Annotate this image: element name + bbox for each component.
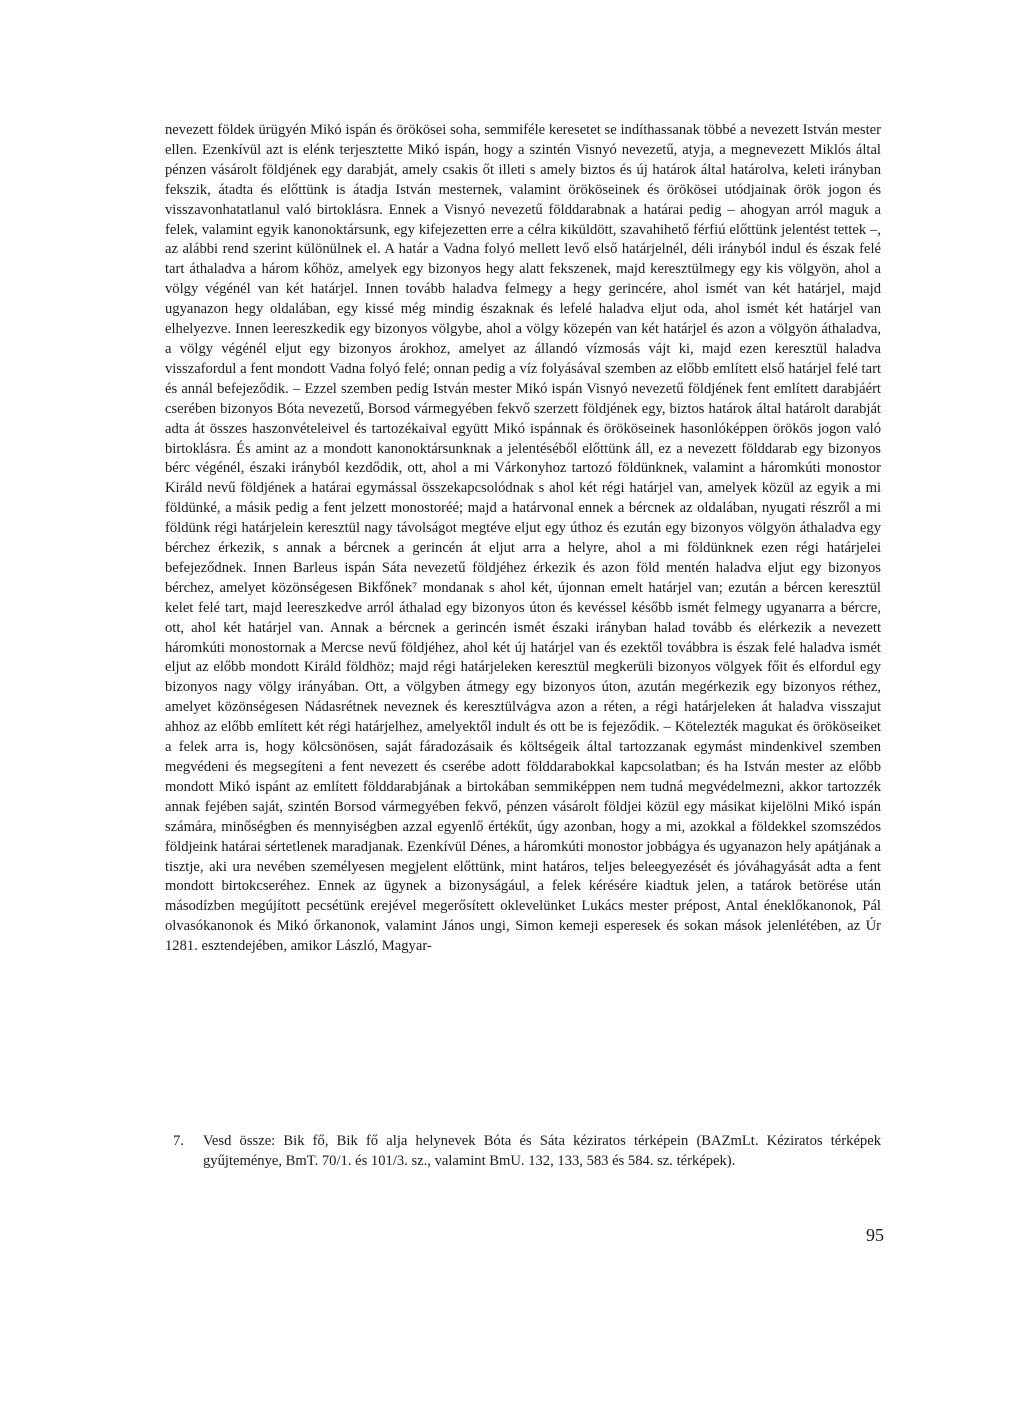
page-number: 95 xyxy=(866,1225,884,1245)
body-paragraph: nevezett földek ürügyén Mikó ispán és örökösei soha, semmiféle keresetet se indíthassanak többé a nevezett István mester ellen. Ezenkívül azt is elénk terjesztette Mikó ispán, hogy a szintén Visnyó nevezetű, atyja, a megnevezett Miklós által pénzen vásárolt földjének egy darabját, amely csakis őt illeti s amely biztos és új határok által határolva, keleti irányban fekszik, átadta és előttünk is átadja István mesternek, valamint örököseinek és örökösei utódjainak örök jogon és visszavonhatatlanul való birtoklásra. Ennek a Visnyó nevezetű földdarabnak a határai pedig – ahogyan arról maguk a felek, valamint egyik kanonoktársunk, egy kifejezetten erre a célra kiküldött, szavahihető férfiú előttünk jelentést tettek –, az alábbi rend szerint különülnek el. A határ a Vadna folyó mellett levő első határjelnél, déli irányból indul és észak felé tart áthaladva a három kőhöz, amelyek egy bizonyos hegy alatt fekszenek, majd keresztülmegy egy kis völgyön, ahol a völgy végénél van két határjel. Innen tovább haladva felmegy a hegy gerincére, ahol ismét van két határjel, majd ugyanazon hegy oldalában, egy kissé még mindig északnak és lefelé haladva eljut oda, ahol ismét két határjel van elhelyezve. Innen leereszkedik egy bizonyos völgybe, ahol a völgy közepén van két határjel és azon a völgyön áthaladva, a völgy végénél eljut egy bizonyos árokhoz, amelyet az állandó vízmosás vájt ki, majd ezen keresztül haladva visszafordul a fent mondott Vadna folyó felé; onnan pedig a víz folyásával szemben az előbb említett első határjel felé tart és annál befejeződik. – Ezzel szemben pedig István mester Mikó ispán Visnyó nevezetű földjének fent említett darabjáért cserében bizonyos Bóta nevezetű, Borsod vármegyében fekvő szerzett földjének egy, biztos határok által határolt darabját adta át összes haszonvételeivel és tartozékaival együtt Mikó ispánnak és örököseinek hasonlóképpen örökös jogon való birtoklásra. És amint az a mondott kanonoktársunknak a jelentéséből előttünk áll, ez a nevezett földdarab egy bizonyos bérc végénél, északi irányból kezdődik, ott, ahol a mi Várkonyhoz tartozó földünknek, valamint a háromkúti monostor Királd nevű földjének a határai egymással összekapcsolódnak s ahol két régi határjel van, amelyek közül az egyik a mi földünké, a másik pedig a fent jelzett monostoréé; majd a határvonal ennek a bércnek az oldalában, nyugati részről a mi földünk régi határjelein keresztül nagy távolságot megtéve eljut egy úthoz és ezután egy bizonyos völgyön áthaladva egy bérchez érkezik, s annak a bércnek a gerincén át eljut arra a helyre, ahol a mi földünknek ezen régi határjelei befejeződnek. Innen Barleus ispán Sáta nevezetű földjéhez érkezik és azon föld mentén haladva eljut egy bizonyos bérchez, amelyet közönségesen Bikfőnek⁷ mondanak s ahol két, újonnan emelt határjel van; ezután a bércen keresztül kelet felé tart, majd leereszkedve arról áthalad egy bizonyos úton és kevéssel később ismét felmegy ugyanarra a bércre, ott, ahol két határjel van. Annak a bércnek a gerincén ismét északi irányban halad tovább és elérkezik a nevezett háromkúti monostornak a Mercse nevű földjéhez, ahol két új határjel van és ezektől továbbra is észak felé haladva ismét eljut az előbb mondott Királd földhöz; majd régi határjeleken keresztül megkerüli bizonyos völgyek főit és elfordul egy bizonyos nagy völgy irányában. Ott, a völgyben átmegy egy bizonyos úton, azután megérkezik egy bizonyos réthez, amelyet közönségesen Nádasrétnek neveznek és keresztülvágva azon a réten, a régi határjeleken át haladva visszajut ahhoz az előbb említett két régi határjelhez, amelyektől indult és ott be is fejeződik. – Kötelezték magukat és örököseiket a felek arra is, hogy kölcsönösen, saját fáradozásaik és költségeik által tartozzanak egymást mindenkivel szemben megvédeni és megsegíteni a fent nevezett és cserébe adott földdarabokkal kapcsolatban; és ha István mester az előbb mondott Mikó ispánt az említett földdarabjának a birtokában semmiképpen nem tudná megvédelmezni, akkor tartozzék annak fejében saját, szintén Borsod vármegyében fekvő, pénzen vásárolt földjei közül egy másikat kijelölni Mikó ispán számára, minőségben és mennyiségben azzal egyenlő értékűt, úgy azonban, hogy a mi, azokkal a földekkel szomszédos földjeink határai sértetlenek maradjanak. Ezenkívül Dénes, a háromkúti monostor jobbágya és ugyanazon hely apátjának a tisztje, aki ura nevében személyesen megjelent előttünk, mint határos, teljes beleegyezését és jóváhagyását adta a fent mondott birtokcseréhez. Ennek az ügynek a bizonyságául, a felek kérésére kiadtuk jelen, a tatárok betörése után másodízben megújított pecsétünk erejével megerősített oklevelünket Lukács mester prépost, Antal éneklőkanonok, Pál olvasókanonok és Mikó őrkanonok, valamint János ungi, Simon kemeji esperesek és sokan mások jelenlétében, az Úr 1281. esztendejében, amikor László, Magyar- xyxy=(165,122,881,955)
main-text-block xyxy=(165,121,881,957)
footnote xyxy=(165,1132,881,1171)
footnote-number: 7. xyxy=(173,1133,184,1149)
footnote-text: Vesd össze: Bik fő, Bik fő alja helynevek Bóta és Sáta kéziratos térképein (BAZmLt. Kéziratos térképek gyűjteménye, BmT. 70/1. és 101/3. sz., valamint BmU. 132, 133, 583 és 584. sz. térképek). xyxy=(203,1133,881,1169)
